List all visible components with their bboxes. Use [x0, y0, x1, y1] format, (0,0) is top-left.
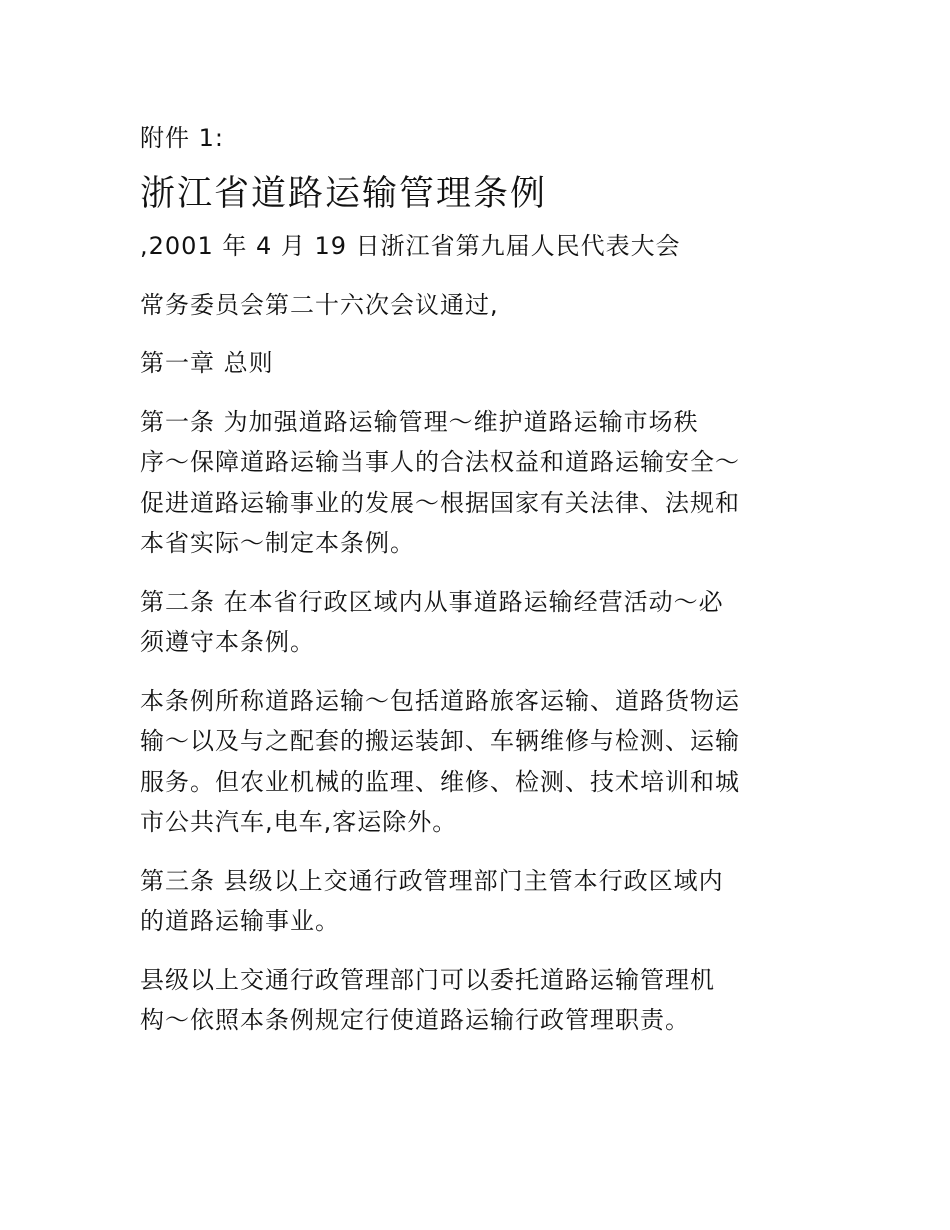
document-body [140, 118, 810, 1059]
paragraph-line: 的道路运输事业。 [140, 907, 340, 935]
article-3-delegation [140, 960, 810, 1041]
paragraph-line: 序～保障道路运输当事人的合法权益和道路运输安全～ [140, 448, 740, 476]
paragraph-line: ,2001 年 4 月 19 日浙江省第九届人民代表大会 [140, 232, 681, 260]
paragraph-meeting-date [140, 226, 810, 267]
article-2 [140, 582, 810, 663]
article-3 [140, 861, 810, 942]
paragraph-line: 本条例所称道路运输～包括道路旅客运输、道路货物运 [140, 686, 740, 715]
paragraph-line: 第一章 总则 [140, 349, 274, 377]
paragraph-line: 第三条 县级以上交通行政管理部门主管本行政区域内 [140, 866, 724, 895]
paragraph-line: 市公共汽车,电车,客运除外。 [140, 808, 458, 836]
paragraph-line: 第一条 为加强道路运输管理～维护道路运输市场秩 [140, 407, 699, 436]
paragraph-line: 促进道路运输事业的发展～根据国家有关法律、法规和 [140, 488, 740, 517]
paragraph-line: 须遵守本条例。 [140, 628, 315, 656]
paragraph-line: 常务委员会第二十六次会议通过, [140, 290, 499, 319]
paragraph-line: 本省实际～制定本条例。 [140, 529, 415, 557]
paragraph-line: 第二条 在本省行政区域内从事道路运输经营活动～必 [140, 587, 724, 616]
attachment-label: 附件 1: [140, 124, 224, 152]
paragraph-line: 输～以及与之配套的搬运装卸、车辆维修与检测、运输 [140, 727, 740, 755]
paragraph-line: 构～依照本条例规定行使道路运输行政管理职责。 [140, 1006, 690, 1034]
paragraph-line: 县级以上交通行政管理部门可以委托道路运输管理机 [140, 965, 715, 994]
chapter-heading [140, 343, 810, 384]
paragraph-meeting-approval [140, 285, 810, 326]
article-1 [140, 402, 810, 564]
paragraph-line: 服务。但农业机械的监理、维修、检测、技术培训和城 [140, 767, 740, 796]
document-title: 浙江省道路运输管理条例 [140, 174, 548, 214]
article-2-definition [140, 681, 810, 843]
